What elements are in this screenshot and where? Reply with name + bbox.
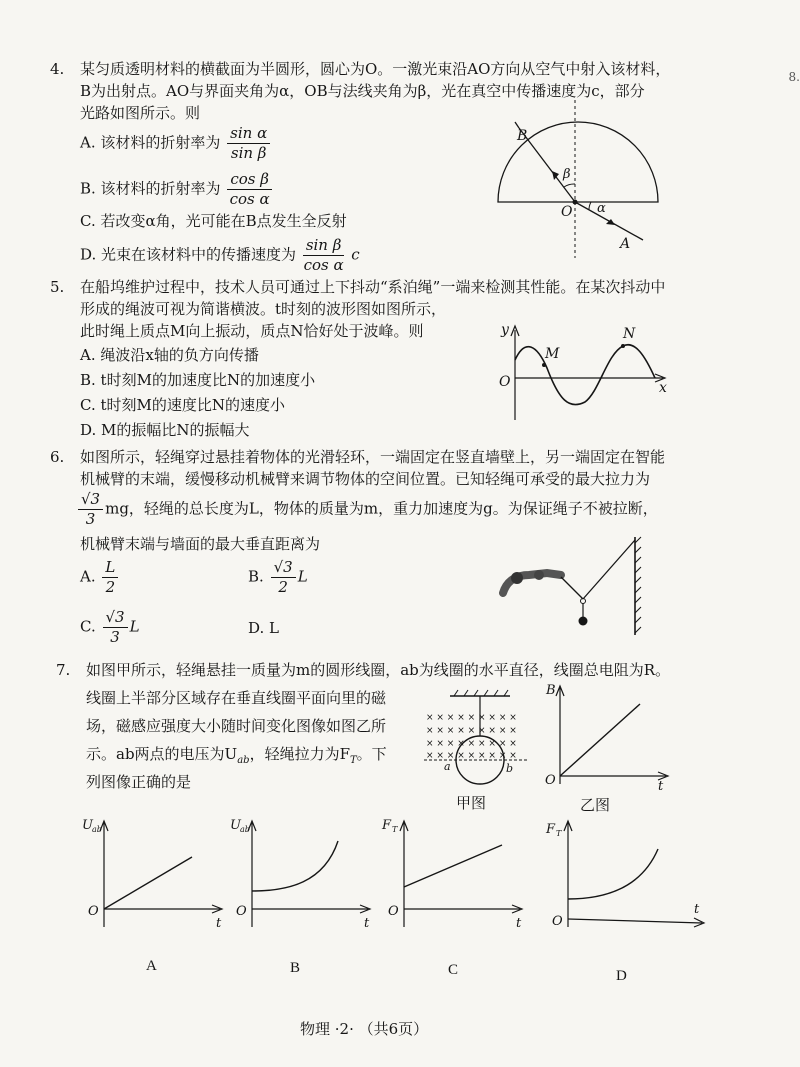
coil-field-diagram [418,690,538,790]
b-t-graph [540,684,670,792]
option-d[interactable]: D. L [248,619,279,637]
svg-text:× × × × × × × × ×: × × × × × × × × × [426,726,517,736]
point-n-label: N [623,326,636,342]
rope-arm-diagram [495,535,645,640]
svg-text:O: O [88,904,99,919]
page-edge-mark: 8. [788,70,800,84]
svg-text:O: O [236,904,247,919]
graph-d-label: D [616,968,627,984]
question-stem: 线圈上半部分区域存在垂直线圈平面向里的磁 [86,689,387,707]
fraction: $\frac{√3}{3}$ [103,608,128,647]
svg-text:t: t [216,916,222,931]
angle-beta-label: β [563,167,571,182]
option-a[interactable]: A. 该材料的折射率为 $\frac{\text{sin α}}{\text{sin β}}$ [80,124,272,163]
option-c[interactable]: C. 若改变α角，光可能在B点发生全反射 [80,212,347,230]
option-a[interactable]: A. 绳波沿x轴的负方向传播 [80,346,259,364]
page-footer: 物理 ·2· （共6页） [300,1020,429,1038]
question-stem: $\frac{√3}{3}$ mg，轻绳的总长度为L，物体的质量为m，重力加速度为g。为保证绳子不被拉断， [76,490,658,529]
figure-jia-caption: 甲图 [456,795,487,812]
graph-b[interactable] [228,815,378,930]
point-b-label: B [517,128,528,144]
option-c[interactable]: C. $\frac{√3}{3}$ L [80,608,140,646]
svg-text:ab: ab [240,825,250,834]
svg-text:t: t [694,902,700,917]
svg-text:T: T [392,825,398,834]
fraction: $\frac{\text{sin β}}{\text{cos α}}$ [303,236,344,274]
question-stem: 机械臂的末端，缓慢移动机械臂来调节物体的空间位置。已知轻绳可承受的最大拉力为 [80,470,651,488]
question-number: 7. [56,661,71,679]
option-b[interactable]: B. $\frac{√3}{2}$ L [248,558,308,596]
question-stem: 场，磁感应强度大小随时间变化图像如图乙所 [86,717,387,735]
fraction: $\frac{√3}{2}$ [271,558,296,597]
svg-text:O: O [388,904,399,919]
figure-yi-caption: 乙图 [580,797,611,814]
question-stem: 示。ab两点的电压为$U_{ab}$，轻绳拉力为$F_T$。下 [86,745,387,766]
option-a[interactable]: A. $\frac{L}{2}$ [80,558,120,597]
point-b-label: b [506,762,514,775]
point-m-label: M [545,346,560,362]
option-c[interactable]: C. t时刻M的速度比N的速度小 [80,396,285,414]
fraction: $\frac{√3}{3}$ [78,490,103,529]
svg-text:× × × × × × × × ×: × × × × × × × × × [426,739,517,749]
graph-c[interactable] [380,815,530,930]
origin-label: O [499,374,511,390]
question-stem: 在船坞维护过程中，技术人员可通过上下抖动“系泊绳”一端来检测其性能。在某次抖动中 [80,278,666,296]
wave-diagram [495,320,675,425]
origin-label: O [545,773,556,788]
svg-text:O: O [552,914,563,929]
svg-text:× × × × × × × × ×: × × × × × × × × × [426,713,517,723]
question-stem: 如图甲所示，轻绳悬挂一质量为m的圆形线圈，ab为线圈的水平直径，线圈总电阻为R。 [86,661,671,679]
svg-text:× × × × × × × × ×: × × × × × × × × × [426,751,517,761]
svg-text:U: U [230,818,241,833]
graph-c-label: C [448,962,459,978]
option-b[interactable]: B. 该材料的折射率为 $\frac{\text{cos β}}{\text{cos α}}$ [80,170,274,209]
angle-alpha-label: α [597,201,606,216]
question-stem: 机械臂末端与墙面的最大垂直距离为 [80,535,321,553]
svg-text:t: t [364,916,370,931]
fraction: $\frac{\text{sin α}}{\text{sin β}}$ [227,124,270,163]
option-b[interactable]: B. t时刻M的加速度比N的加速度小 [80,371,316,389]
graph-b-label: B [290,960,301,976]
option-d[interactable]: D. 光束在该材料中的传播速度为 $\frac{\text{sin β}}{\text{cos α}}$ c [80,236,360,274]
question-number: 6. [50,448,65,466]
point-o-label: O [561,204,573,220]
graph-d[interactable] [544,815,714,930]
semicircle-refraction-diagram [495,100,675,260]
option-d[interactable]: D. M的振幅比N的振幅大 [80,421,250,439]
t-axis-label: t [658,779,664,794]
svg-text:t: t [516,916,522,931]
question-stem: 光路如图所示。则 [80,104,201,122]
question-number: 4. [50,60,65,78]
graph-a-label: A [146,958,157,974]
fraction: $\frac{\text{cos β}}{\text{cos α}}$ [227,170,272,209]
svg-text:T: T [556,829,562,838]
question-stem: 如图所示，轻绳穿过悬挂着物体的光滑轻环，一端固定在竖直墙壁上，另一端固定在智能 [80,448,666,466]
question-stem: 形成的绳波可视为简谐横波。t时刻的波形图如图所示， [80,300,447,318]
graph-a[interactable] [80,815,230,930]
svg-text:F: F [382,818,392,833]
fraction: $\frac{L}{2}$ [102,558,118,597]
point-a-label: a [444,760,451,773]
question-stem: 列图像正确的是 [86,773,192,791]
svg-text:F: F [546,822,556,837]
question-number: 5. [50,278,65,296]
x-axis-label: x [659,380,667,396]
point-a-label: A [620,236,631,252]
y-axis-label: y [501,322,509,338]
question-stem: 此时绳上质点M向上振动，质点N恰好处于波峰。则 [80,322,424,340]
b-axis-label: B [546,683,556,698]
svg-text:ab: ab [92,825,102,834]
question-stem: 某匀质透明材料的横截面为半圆形，圆心为O。一激光束沿AO方向从空气中射入该材料， [80,60,671,78]
svg-text:U: U [82,818,93,833]
question-stem: B为出射点。AO与界面夹角为α，OB与法线夹角为β，光在真空中传播速度为c，部分 [80,82,645,100]
